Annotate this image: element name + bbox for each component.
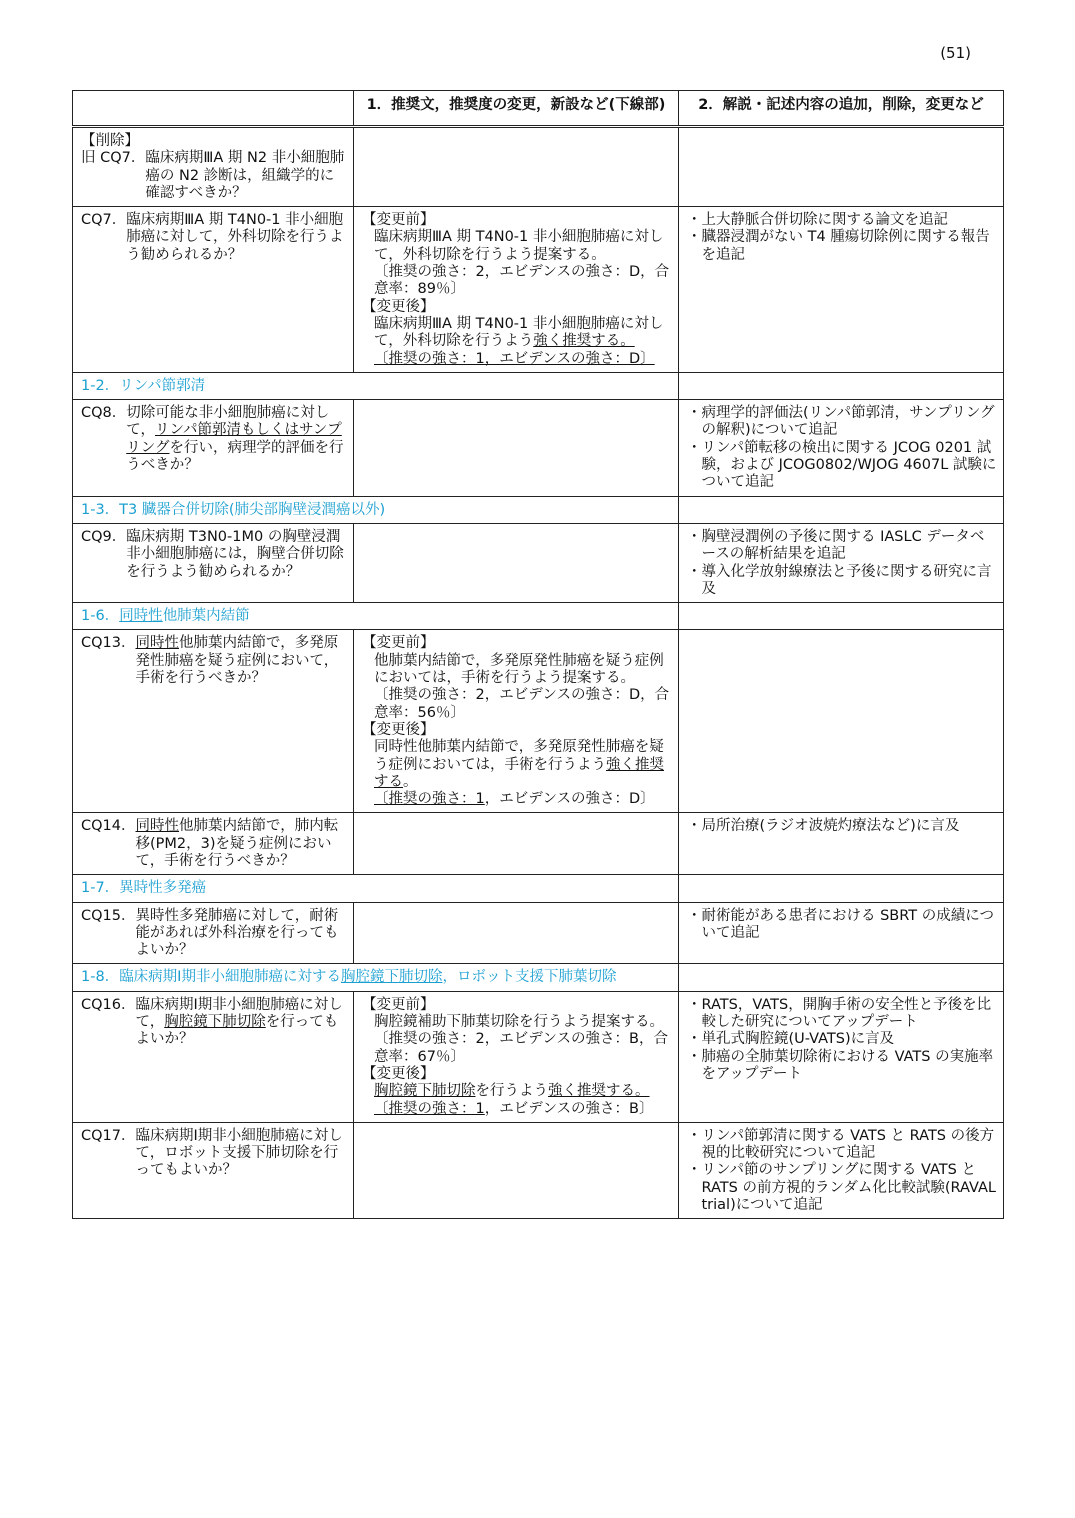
cq-question: 切除可能な非小細胞肺癌に対して， — [126, 405, 330, 439]
section-row — [73, 372, 1004, 399]
cq-cell — [73, 523, 354, 602]
section-row — [73, 875, 1004, 902]
before-text: 臨床病期ⅢA 期 T4N0-1 非小細胞肺癌に対して，外科切除を行うよう提案する。 — [374, 229, 664, 263]
note-item: 導入化学放射線療法と予後に関する研究に言及 — [701, 563, 992, 597]
cq-question: 臨床病期Ⅰ期非小細胞肺癌に対して，ロボット支援下肺切除を行ってもよいか？ — [135, 1127, 343, 1179]
after-grade: 〔推奨の強さ：1，エビデンスの強さ：D〕 — [374, 350, 655, 367]
note-item: リンパ節転移の検出に関する JCOG 0201 試験，および JCOG0802/WJOG 4607L 試験について追記 — [701, 439, 997, 491]
table-row — [73, 630, 1004, 813]
cq-question-underlined: 同時性 — [135, 635, 179, 652]
cq-cell — [73, 207, 354, 373]
cq-label: CQ17． — [81, 1127, 136, 1144]
cq-question: 他肺葉内結節で，多発原発性肺癌を疑う症例において，手術を行うべきか？ — [135, 635, 339, 687]
cq-cell — [73, 400, 354, 496]
before-tag: 【変更前】 — [362, 996, 435, 1013]
cq-question-rest: を行ってもよいか？ — [135, 1014, 339, 1048]
cq-question-rest: を行い，病理学的評価を行うべきか？ — [126, 439, 344, 474]
note-item: リンパ節郭清に関する VATS と RATS の後方視的比較研究について追記 — [701, 1127, 995, 1162]
deleted-tag: 【削除】 — [81, 133, 139, 149]
after-text-underlined: 強く推奨する。 — [533, 333, 635, 350]
cq-label: CQ15． — [81, 907, 136, 924]
note-item: 耐術能がある患者における SBRT の成績について追記 — [701, 907, 994, 941]
cq-label: CQ13． — [81, 635, 136, 652]
before-grade: 〔推奨の強さ：2，エビデンスの強さ：D，合意率：56％〕 — [374, 687, 670, 721]
cq-cell — [73, 902, 354, 964]
table-row — [73, 991, 1004, 1122]
after-tag: 【変更後】 — [362, 298, 435, 315]
cq-question: 異時性多発肺癌に対して，耐術能があれば外科治療を行ってもよいか？ — [135, 907, 339, 959]
table-row — [73, 813, 1004, 875]
cq-cell — [73, 630, 354, 813]
after-text: 臨床病期ⅢA 期 T4N0-1 非小細胞肺癌に対して，外科切除を行うよう — [374, 315, 664, 350]
section-heading: 1-3．T3 臓器合併切除(肺尖部胸壁浸潤癌以外) — [73, 496, 679, 523]
note-item: RATS，VATS，開胸手術の安全性と予後を比較した研究についてアップデート — [701, 996, 992, 1031]
before-text: 他肺葉内結節で，多発原発性肺癌を疑う症例においては，手術を行うよう提案する。 — [374, 652, 664, 687]
before-tag: 【変更前】 — [362, 212, 435, 229]
notes-cell: ・ RATS，VATS，開胸手術の安全性と予後を比較した研究についてアップデート ・ 単孔式胸腔鏡(U-VATS)に言及 ・ 肺癌の全肺葉切除術における VATS の実施率をアップデート — [679, 991, 1004, 1122]
after-tag: 【変更後】 — [362, 721, 435, 738]
page-number: (51) — [940, 44, 971, 62]
notes-cell: ・ 局所治療(ラジオ波焼灼療法など)に言及 — [679, 813, 1004, 875]
table-row — [73, 400, 1004, 496]
recommendation-cell — [354, 207, 679, 373]
table-row — [73, 902, 1004, 964]
header-col1 — [73, 91, 354, 127]
cq-question: 臨床病期Ⅰ期非小細胞肺癌に対して， — [135, 996, 343, 1031]
recommendation-cell: 【変更前】 他肺葉内結節で，多発原発性肺癌を疑う症例においては，手術を行うよう提案する。 〔推奨の強さ：2，エビデンスの強さ：D，合意率：56％〕 【変更後】 同時性他肺葉内結節で，多発原発性肺癌を疑う症例においては，手術を行うよう強く推奨する。 〔推奨の強さ：1，エビデンスの強さ：D〕 — [354, 630, 679, 813]
note-item: 肺癌の全肺葉切除術における VATS の実施率をアップデート — [701, 1048, 994, 1082]
cq-label: 旧 CQ7． — [81, 150, 146, 167]
after-text: を行うよう — [475, 1083, 548, 1100]
after-text-underlined: 強く推奨する — [374, 756, 664, 790]
section-heading: 1-8． 臨床病期Ⅰ期非小細胞肺癌に対する胸腔鏡下肺切除，ロボット支援下肺葉切除 — [73, 964, 679, 991]
cq-question: 臨床病期ⅢA 期 N2 非小細胞肺癌の N2 診断は，組織学的に確認すべきか？ — [145, 150, 345, 201]
header-col3: 2．解説・記述内容の追加，削除，変更など — [679, 91, 1004, 127]
cq-label: CQ7． — [81, 212, 127, 229]
cq-label: CQ16． — [81, 996, 136, 1013]
notes-cell: ・ リンパ節郭清に関する VATS と RATS の後方視的比較研究について追記 ・ リンパ節のサンプリングに関する VATS と RATS の前方視的ランダム化比較試験(RAVAL trial)について追記 — [679, 1122, 1004, 1218]
revision-table — [72, 90, 1004, 1219]
after-grade: ，エビデンスの強さ：B〕 — [484, 1100, 654, 1117]
note-item: リンパ節のサンプリングに関する VATS と RATS の前方視的ランダム化比較試験(RAVAL trial)について追記 — [701, 1162, 996, 1214]
cq-cell — [73, 991, 354, 1122]
notes-cell: ・ 耐術能がある患者における SBRT の成績について追記 — [679, 902, 1004, 964]
notes-cell: ・ 病理学的評価法(リンパ節郭清，サンプリングの解釈)について追記 ・ リンパ節転移の検出に関する JCOG 0201 試験，および JCOG0802/WJOG 4607L 試験について追記 — [679, 400, 1004, 496]
cq-question-underlined: リンパ節郭清もしくはサンプリング — [126, 422, 342, 456]
note-item: 上大静脈合併切除に関する論文を追記 — [701, 212, 948, 229]
note-item: 臓器浸潤がない T4 腫瘍切除例に関する報告を追記 — [701, 229, 990, 263]
after-text-underlined: 胸腔鏡下肺切除 — [374, 1083, 476, 1100]
note-item: 胸壁浸潤例の予後に関する IASLC データベースの解析結果を追記 — [701, 528, 985, 563]
after-tag: 【変更後】 — [362, 1065, 435, 1082]
section-heading: 1-2．リンパ節郭清 — [73, 372, 679, 399]
cq-cell — [73, 813, 354, 875]
cq-label: CQ9． — [81, 528, 127, 545]
after-grade-underlined: 〔推奨の強さ：1 — [374, 791, 485, 808]
before-grade: 〔推奨の強さ：2，エビデンスの強さ：D，合意率：89％〕 — [374, 264, 670, 298]
recommendation-cell — [354, 991, 679, 1122]
note-item: 局所治療(ラジオ波焼灼療法など)に言及 — [701, 818, 960, 835]
section-row — [73, 603, 1004, 630]
table-row — [73, 127, 1004, 207]
header-col2: 1．推奨文，推奨度の変更，新設など(下線部) — [354, 91, 679, 127]
notes-cell: ・ 上大静脈合併切除に関する論文を追記 ・ 臓器浸潤がない T4 腫瘍切除例に関する報告を追記 — [679, 207, 1004, 373]
cq-question-underlined: 胸腔鏡下肺切除 — [164, 1014, 266, 1031]
table-row — [73, 207, 1004, 373]
after-text: 同時性他肺葉内結節で，多発原発性肺癌を疑う症例においては，手術を行うよう — [374, 739, 664, 773]
cq-question: 臨床病期 T3N0-1M0 の胸壁浸潤非小細胞肺癌には，胸壁合併切除を行うよう勧められるか？ — [126, 528, 344, 580]
notes-cell: ・ 胸壁浸潤例の予後に関する IASLC データベースの解析結果を追記 ・ 導入化学放射線療法と予後に関する研究に言及 — [679, 523, 1004, 602]
section-row — [73, 964, 1004, 991]
section-heading: 1-6．同時性他肺葉内結節 — [73, 603, 679, 630]
after-grade: ，エビデンスの強さ：D〕 — [484, 791, 655, 808]
before-tag: 【変更前】 — [362, 635, 435, 652]
before-grade: 〔推奨の強さ：2，エビデンスの強さ：B，合意率：67％〕 — [374, 1031, 668, 1065]
section-row — [73, 496, 1004, 523]
after-text-underlined: 強く推奨する。 — [548, 1083, 650, 1100]
cq-question: 臨床病期ⅢA 期 T4N0-1 非小細胞肺癌に対して，外科切除を行うよう勧められるか？ — [126, 212, 344, 263]
cq-question: 他肺葉内結節で，肺内転移(PM2，3)を疑う症例において，手術を行うべきか？ — [135, 818, 339, 869]
table-row — [73, 1122, 1004, 1218]
cq-question-underlined: 同時性 — [135, 818, 179, 835]
cq-label: CQ8． — [81, 405, 127, 422]
section-heading: 1-7．異時性多発癌 — [73, 875, 679, 902]
note-item: 病理学的評価法(リンパ節郭清，サンプリングの解釈)について追記 — [701, 405, 995, 439]
note-item: 単孔式胸腔鏡(U-VATS)に言及 — [701, 1031, 895, 1048]
cq-cell — [73, 127, 354, 207]
after-grade-underlined: 〔推奨の強さ：1 — [374, 1100, 485, 1117]
cq-label: CQ14． — [81, 818, 136, 835]
cq-cell — [73, 1122, 354, 1218]
header-row — [73, 91, 1004, 127]
before-text: 胸腔鏡補助下肺葉切除を行うよう提案する。 — [374, 1014, 664, 1031]
table-row — [73, 523, 1004, 602]
